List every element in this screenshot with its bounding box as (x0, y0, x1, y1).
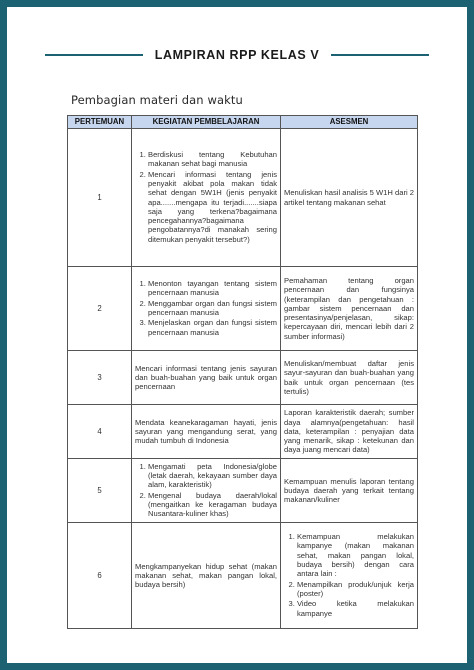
table-row (68, 405, 418, 459)
activity-item: 1. Mengamati peta Indonesia/globe (letak daerah, kekayaan sumber daya alam, karakteristik) (148, 462, 277, 490)
activity-item: 2. Mencari informasi tentang jenis penyakit akibat pola makan tidak sehat dengan 5W1H (jenis penyakit apa.......mengapa itu terjadi.......siapa saja yang terkena?bagaimana pencegahannya?bagaimana pengobatannya?di manakah sering ditemukan penyakit tersebut?) (148, 170, 277, 244)
page-title: LAMPIRAN RPP KELAS V (154, 48, 320, 62)
assessment-item: 2. Menampilkan produk/unjuk kerja (poster) (297, 580, 414, 599)
assessment-text: Pemahaman tentang organ pencernaan dan fungsinya (keterampilan dan pengetahuan : gambar sistem pencernaan dan presentasinya/penjelasan, sikap: kepercayaan diri, mencari lebih dari 2 sumber informasi) (284, 275, 414, 341)
assessment-cell (281, 405, 418, 459)
activity-text: Mencari informasi tentang jenis sayuran dan buah-buahan yang baik untuk organ pencernaan (135, 363, 277, 392)
table-row (68, 129, 418, 267)
learning-activity-cell (132, 129, 281, 267)
assessment-cell (281, 523, 418, 629)
assessment-cell (281, 351, 418, 405)
activity-text: Mengkampanyekan hidup sehat (makan makanan sehat, makan pangan lokal, budaya bersih) (135, 561, 277, 590)
meeting-number: 6 (68, 523, 132, 629)
assessment-cell (281, 129, 418, 267)
assessment-text: Kemampuan menulis laporan tentang budaya daerah yang terkait tentang makanan/kuliner (284, 476, 414, 505)
header-rule-right (331, 54, 429, 56)
table-row (68, 267, 418, 351)
learning-activity-cell (132, 405, 281, 459)
activity-item: 1. Menonton tayangan tentang sistem pencernaan manusia (148, 279, 277, 298)
header-rule-left (45, 54, 143, 56)
assessment-cell (281, 459, 418, 523)
column-header-kegiatan: KEGIATAN PEMBELAJARAN (132, 116, 281, 129)
table-row (68, 351, 418, 405)
assessment-item: 1. Kemampuan melakukan kampanye (makan makanan sehat, makan pangan lokal, budaya bersih) dengan cara antara lain : (297, 532, 414, 578)
section-subtitle: Pembagian materi dan waktu (71, 93, 243, 107)
column-header-asesmen: ASESMEN (281, 116, 418, 129)
table-row (68, 523, 418, 629)
learning-activity-cell (132, 523, 281, 629)
table-header-row (68, 116, 418, 129)
meeting-number: 2 (68, 267, 132, 351)
assessment-item: 3. Video ketika melakukan kampanye (297, 599, 414, 618)
meeting-number: 5 (68, 459, 132, 523)
activity-item: 3. Menjelaskan organ dan fungsi sistem pencernaan manusia (148, 318, 277, 337)
meeting-number: 3 (68, 351, 132, 405)
column-header-pertemuan: PERTEMUAN (68, 116, 132, 129)
learning-activity-cell (132, 459, 281, 523)
activity-item: 1. Berdiskusi tentang Kebutuhan makanan sehat bagi manusia (148, 150, 277, 169)
page-header (45, 49, 429, 61)
activity-text: Mendata keanekaragaman hayati, jenis sayuran yang mengandung serat, yang mudah tumbuh di Indonesia (135, 417, 277, 446)
assessment-text: Menuliskan hasil analisis 5 W1H dari 2 artikel tentang makanan sehat (284, 188, 414, 207)
learning-activity-cell (132, 267, 281, 351)
table-row (68, 459, 418, 523)
activity-item: 2. Mengenal budaya daerah/lokal (mengaitkan ke keragaman budaya Nusantara-kuliner khas) (148, 491, 277, 519)
assessment-text: Laporan karakteristik daerah; sumber daya alamnya(pengetahuan: hasil data, keterampilan : penyajian data yang menarik, sikap : ketekunan dan daya juang mencari data) (284, 408, 414, 455)
meeting-number: 1 (68, 129, 132, 267)
assessment-cell (281, 267, 418, 351)
learning-activity-cell (132, 351, 281, 405)
activity-item: 2. Menggambar organ dan fungsi sistem pencernaan manusia (148, 299, 277, 318)
assessment-text: Menuliskan/membuat daftar jenis sayur-sayuran dan buah-buahan yang baik untuk organ pencernaan (tes tertulis) (284, 358, 414, 396)
schedule-table (67, 115, 418, 629)
meeting-number: 4 (68, 405, 132, 459)
